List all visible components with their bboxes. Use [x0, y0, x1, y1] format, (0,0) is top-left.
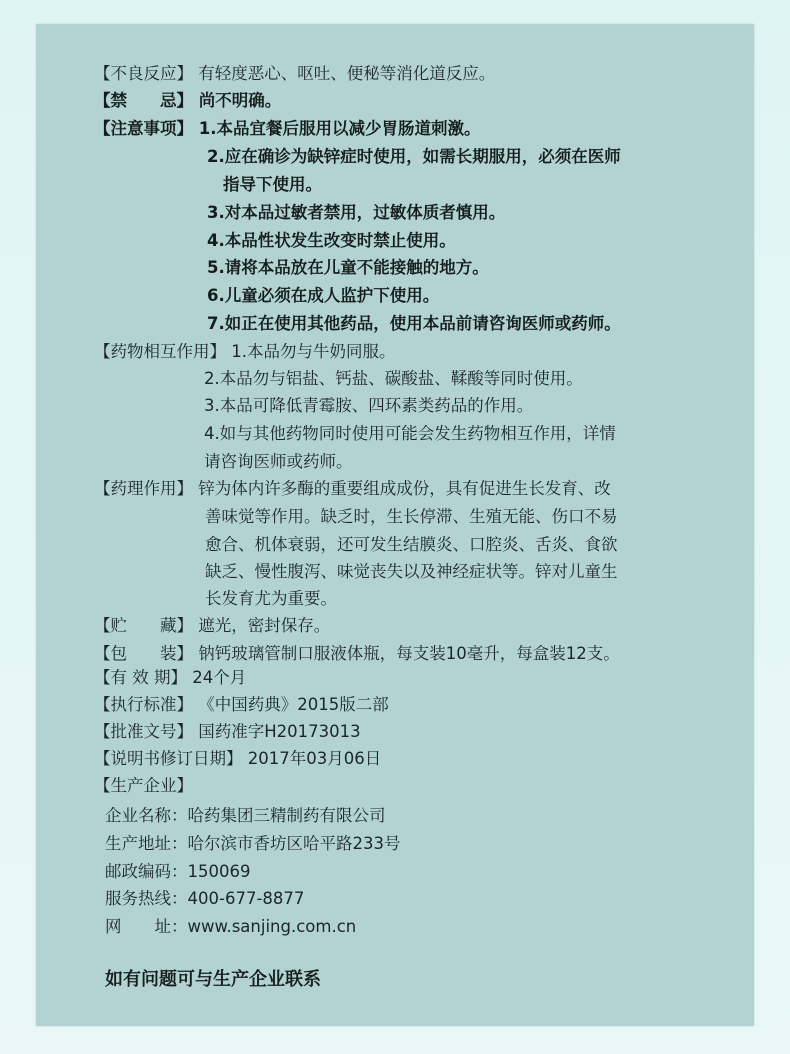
standard-row [94, 693, 389, 717]
interaction-item-continued: 请咨询医师或药师。 [204, 452, 353, 471]
field-value: www.sanjing.com.cn [187, 917, 357, 936]
validity-row [94, 666, 246, 690]
storage-label: 【贮 藏】 [94, 616, 193, 635]
adverse-reactions-text: 有轻度恶心、呕吐、便秘等消化道反应。 [198, 64, 496, 83]
validity-label: 【有 效 期】 [94, 668, 187, 687]
field-key: 企业名称： [105, 806, 188, 825]
revision-row [94, 747, 381, 771]
pharmacology-line: 长发育尤为重要。 [205, 589, 337, 608]
field-value: 哈尔滨市香坊区哈平路233号 [187, 834, 401, 853]
approval-text: 国药准字H20173013 [198, 722, 361, 741]
precaution-item: 6.儿童必须在成人监护下使用。 [207, 286, 440, 305]
manufacturer-postcode-row [105, 860, 251, 884]
revision-text: 2017年03月06日 [247, 749, 382, 768]
pharmacology-row [94, 477, 611, 501]
manufacturer-hotline-row [105, 887, 304, 911]
revision-label: 【说明书修订日期】 [94, 749, 243, 768]
manufacturer-name-row [105, 804, 386, 828]
field-value: 哈药集团三精制药有限公司 [187, 806, 386, 825]
storage-text: 遮光，密封保存。 [198, 616, 331, 635]
manufacturer-label: 【生产企业】 [94, 776, 193, 795]
contraindications-text: 尚不明确。 [198, 91, 282, 110]
precaution-item: 2.应在确诊为缺锌症时使用，如需长期服用，必须在医师 [207, 147, 621, 166]
field-key: 服务热线： [105, 889, 188, 908]
interaction-item: 2.本品勿与铝盐、钙盐、碳酸盐、鞣酸等同时使用。 [204, 369, 583, 388]
pharmacology-label: 【药理作用】 [94, 479, 193, 498]
field-value: 400-677-8877 [187, 889, 305, 908]
contact-notice: 如有问题可与生产企业联系 [105, 969, 321, 990]
storage-row [94, 614, 330, 638]
field-key: 网 址： [105, 917, 188, 936]
pharmacology-line: 善味觉等作用。缺乏时，生长停滞、生殖无能、伤口不易 [205, 507, 618, 526]
precautions-row [94, 117, 481, 141]
precaution-item-continued: 指导下使用。 [223, 175, 322, 194]
contraindications-row [94, 89, 281, 113]
pharmacology-line: 锌为体内许多酶的重要组成成份，具有促进生长发育、改 [198, 479, 611, 498]
adverse-reactions-label: 【不良反应】 [94, 64, 193, 83]
pharmacology-line: 愈合、机体衰弱，还可发生结膜炎、口腔炎、舌炎、食欲 [205, 535, 618, 554]
validity-text: 24个月 [192, 668, 247, 687]
interaction-item: 4.如与其他药物同时使用可能会发生药物相互作用，详情 [204, 424, 616, 443]
approval-label: 【批准文号】 [94, 722, 193, 741]
manufacturer-address-row [105, 832, 401, 856]
package-row [94, 642, 620, 666]
package-text: 钠钙玻璃管制口服液体瓶，每支装10毫升，每盒装12支。 [198, 644, 620, 663]
field-key: 邮政编码： [105, 862, 188, 881]
precaution-item: 7.如正在使用其他药品，使用本品前请咨询医师或药师。 [207, 314, 621, 333]
precaution-item: 4.本品性状发生改变时禁止使用。 [207, 231, 456, 250]
interaction-item: 1.本品勿与牛奶同服。 [231, 342, 396, 361]
contraindications-label: 【禁 忌】 [94, 91, 193, 110]
standard-label: 【执行标准】 [94, 695, 193, 714]
interaction-item: 3.本品可降低青霉胺、四环素类药品的作用。 [204, 396, 534, 415]
field-value: 150069 [187, 862, 251, 881]
approval-row [94, 720, 361, 744]
adverse-reactions-row [94, 62, 495, 86]
interactions-row [94, 340, 396, 364]
standard-text: 《中国药典》2015版二部 [198, 695, 389, 714]
precautions-label: 【注意事项】 [94, 119, 193, 138]
precaution-item: 1.本品宜餐后服用以减少胃肠道刺激。 [198, 119, 481, 138]
pharmacology-line: 缺乏、慢性腹泻、味觉丧失以及神经症状等。锌对儿童生 [205, 562, 618, 581]
precaution-item: 3.对本品过敏者禁用，过敏体质者慎用。 [207, 203, 506, 222]
precaution-item: 5.请将本品放在儿童不能接触的地方。 [207, 258, 489, 277]
package-label: 【包 装】 [94, 644, 193, 663]
field-key: 生产地址： [105, 834, 188, 853]
interactions-label: 【药物相互作用】 [94, 342, 226, 361]
manufacturer-website-row [105, 915, 356, 939]
